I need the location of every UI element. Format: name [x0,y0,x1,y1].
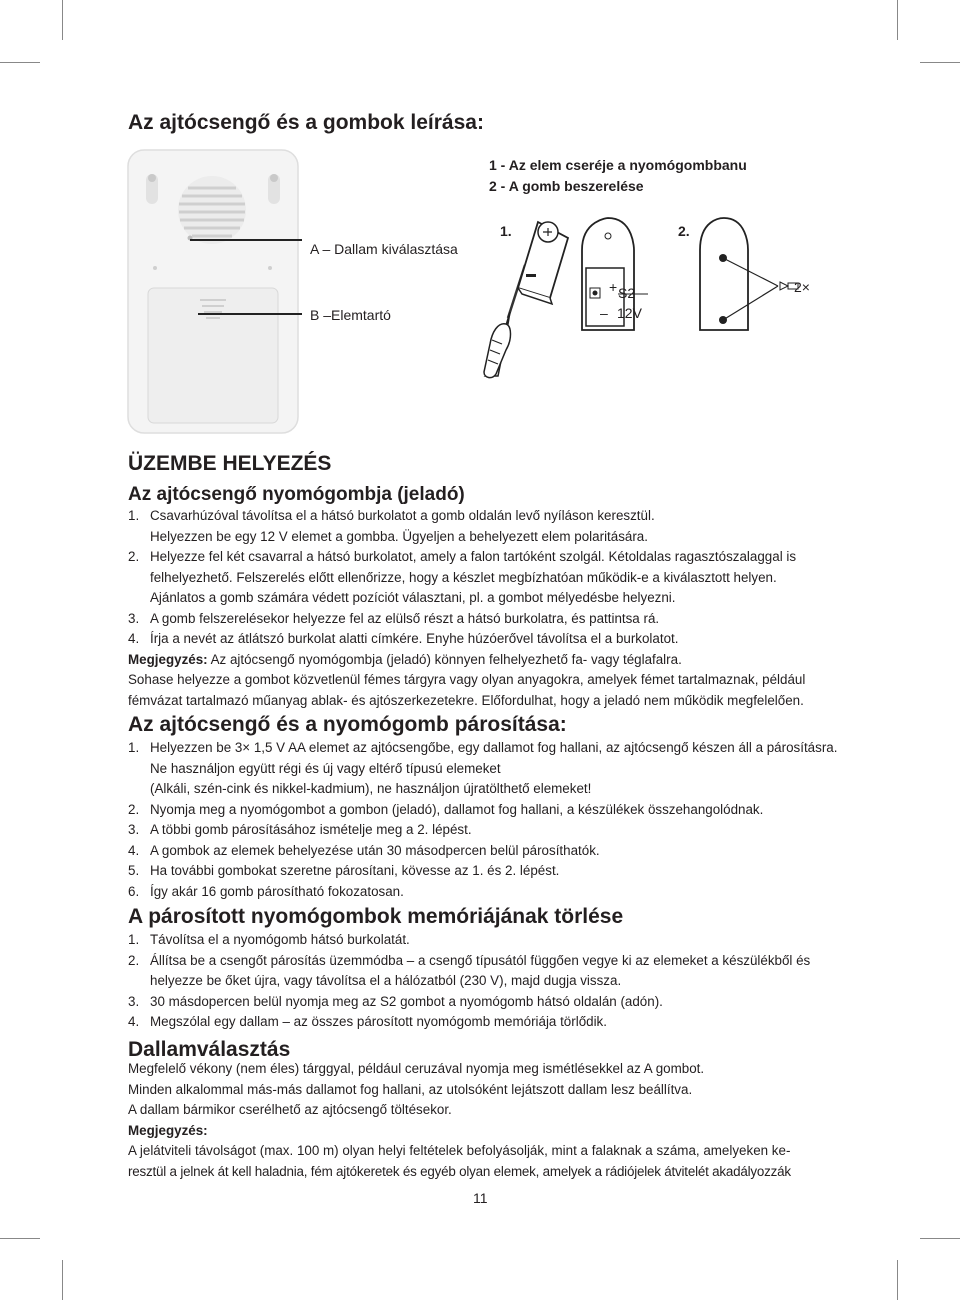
list-item: Helyezzen be egy 12 V elemet a gombba. Ügyeljen a behelyezett elem polaritására. [150,528,648,544]
list-item: 2. Állítsa be a csengőt párosítás üzemmódba – a csengő típusától függően vegye ki az elemeket a készülékből és [128,952,811,968]
back-plate-illustration [700,218,798,330]
page-title: Az ajtócsengő és a gombok leírása: [128,111,484,134]
pairing-list [128,738,848,902]
melody-text [128,1059,848,1182]
crop-mark [62,0,63,40]
label-melody-select: A – Dallam kiválasztása [310,241,458,257]
voltage-label: 12V [617,305,642,321]
melody-note-label: Megjegyzés: [128,1122,208,1138]
melody-paragraph: Minden alkalommal más-más dallamot fog hallani, az utolsóként lejátszott dallam lesz beállítva. [128,1081,693,1097]
setup-heading: ÜZEMBE HELYEZÉS [128,452,332,475]
list-item: (Alkáli, szén-cink és nikkel-kadmium), ne használjon újratölthető elemeket! [150,781,592,796]
melody-paragraph: A dallam bármikor cserélhető az ajtócsengő töltésekor. [128,1102,452,1117]
crop-mark [897,1260,898,1300]
polarity-plus: + [609,279,618,295]
setup-warning: fémvázat tartalmazó műanyag ablak- és ajtószerkezetekre. Előfordulhat, hogy a jeladó nem működik megfelelően. [128,692,804,708]
label-battery-holder: B –Elemtartó [310,307,391,323]
list-item: 1. Csavarhúzóval távolítsa el a hátsó burkolatot a gomb oldalán levő nyíláson keresztül. [128,508,655,523]
setup-warning: Sohase helyezze a gombot közvetlenül fémes tárgyra vagy olyan anyagokra, amelyek fémet tartalmaznak, például [128,672,806,687]
list-item: 3. A többi gomb párosításához ismételje meg a 2. lépést. [128,822,472,837]
list-item: 5. Ha további gombokat szeretne párosítani, kövesse az 1. és 2. lépést. [128,863,560,878]
melody-note: A jelátviteli távolságot (max. 100 m) olyan helyi feltételek befolyásolják, mint a falaknak a száma, amelyeken ke- [128,1143,791,1158]
melody-heading: Dallamválasztás [128,1038,291,1061]
doorbell-back-illustration [128,150,298,433]
list-item: 3. A gomb felszerelésekor helyezze fel az elülső részt a hátsó burkolatra, és pattintsa rá. [128,610,660,626]
list-item: 6. Így akár 16 gomb párosítható fokozatosan. [128,883,404,899]
list-item: 2. Helyezze fel két csavarral a hátsó burkolatot, amely a falon tartóként szolgál. Kétoldalas ragasztószalaggal is [128,549,797,564]
list-item: Ajánlatos a gomb számára védett pozíciót választani, pl. a gombot mélyedésbe helyezni. [150,590,676,605]
caption-battery-replace: 1 - Az elem cseréje a nyomógombbanu [489,157,747,173]
list-item: 3. 30 másdopercen belül nyomja meg az S2 gombot a nyomógomb hátsó oldalán (adón). [128,993,663,1009]
crop-mark [0,62,40,63]
list-item: 2. Nyomja meg a nyomógombot a gombon (jeladó), dallamot fog hallani, a készülékek összehangolódnak. [128,801,764,817]
crop-mark [920,62,960,63]
pairing-heading: Az ajtócsengő és a nyomógomb párosítása: [128,713,567,736]
list-item: 4. A gombok az elemek behelyezése után 30 másodpercen belül párosíthatók. [128,842,600,858]
polarity-minus: – [600,305,608,321]
caption-button-mount: 2 - A gomb beszerelése [489,178,644,194]
memory-list [128,930,848,1033]
crop-mark [0,1238,40,1239]
s2-label: S2 [618,285,636,301]
list-item: Ne használjon együtt régi és új vagy eltérő típusú elemeket [150,760,501,776]
list-item: 1. Helyezzen be 3× 1,5 V AA elemet az ajtócsengőbe, egy dallamot fog hallani, az ajtócsengő készen áll a párosításra. [128,740,838,755]
doorbell-figure [120,140,840,440]
screw-count: 2× [794,279,810,295]
list-item: 4. Írja a nevét az átlátszó burkolat alatti címkére. Enyhe húzóerővel távolítsa el a burkolatot. [128,631,679,646]
crop-mark [897,0,898,40]
melody-note: resztül a jelnek át kell haladnia, fém ajtókeretek és egyéb olyan elemek, amelyek a rádiójelek átvitelét akadályozzák [128,1163,791,1179]
crop-mark [62,1260,63,1300]
setup-subheading: Az ajtócsengő nyomógombja (jeladó) [128,484,465,505]
page-number: 11 [473,1190,488,1206]
setup-note: Megjegyzés: Az ajtócsengő nyomógombja (jeladó) könnyen felhelyezhető fa- vagy téglafalra. [128,651,682,667]
screwdriver-illustration [484,265,525,378]
list-item: 1. Távolítsa el a nyomógomb hátsó burkolatát. [128,932,410,947]
step-1-label: 1. [500,223,512,239]
memory-heading: A párosított nyomógombok memóriájának törlése [128,905,624,928]
melody-paragraph: Megfelelő vékony (nem éles) tárggyal, például ceruzával nyomja meg ismétlésekkel az A gombot. [128,1061,705,1076]
crop-mark [920,1238,960,1239]
step-2-label: 2. [678,223,690,239]
list-item: 4. Megszólal egy dallam – az összes párosított nyomógomb memóriája törlődik. [128,1014,607,1029]
list-item: felhelyezhető. Felszerelés előtt ellenőrizze, hogy a készlet megbízhatóan működik-e a kiválasztott helyen. [150,569,777,585]
setup-list [128,506,848,711]
button-cover-illustration [518,222,568,304]
list-item: helyezze be őket újra, vagy távolítsa el a hálózatból (230 V), majd dugja vissza. [150,973,622,988]
